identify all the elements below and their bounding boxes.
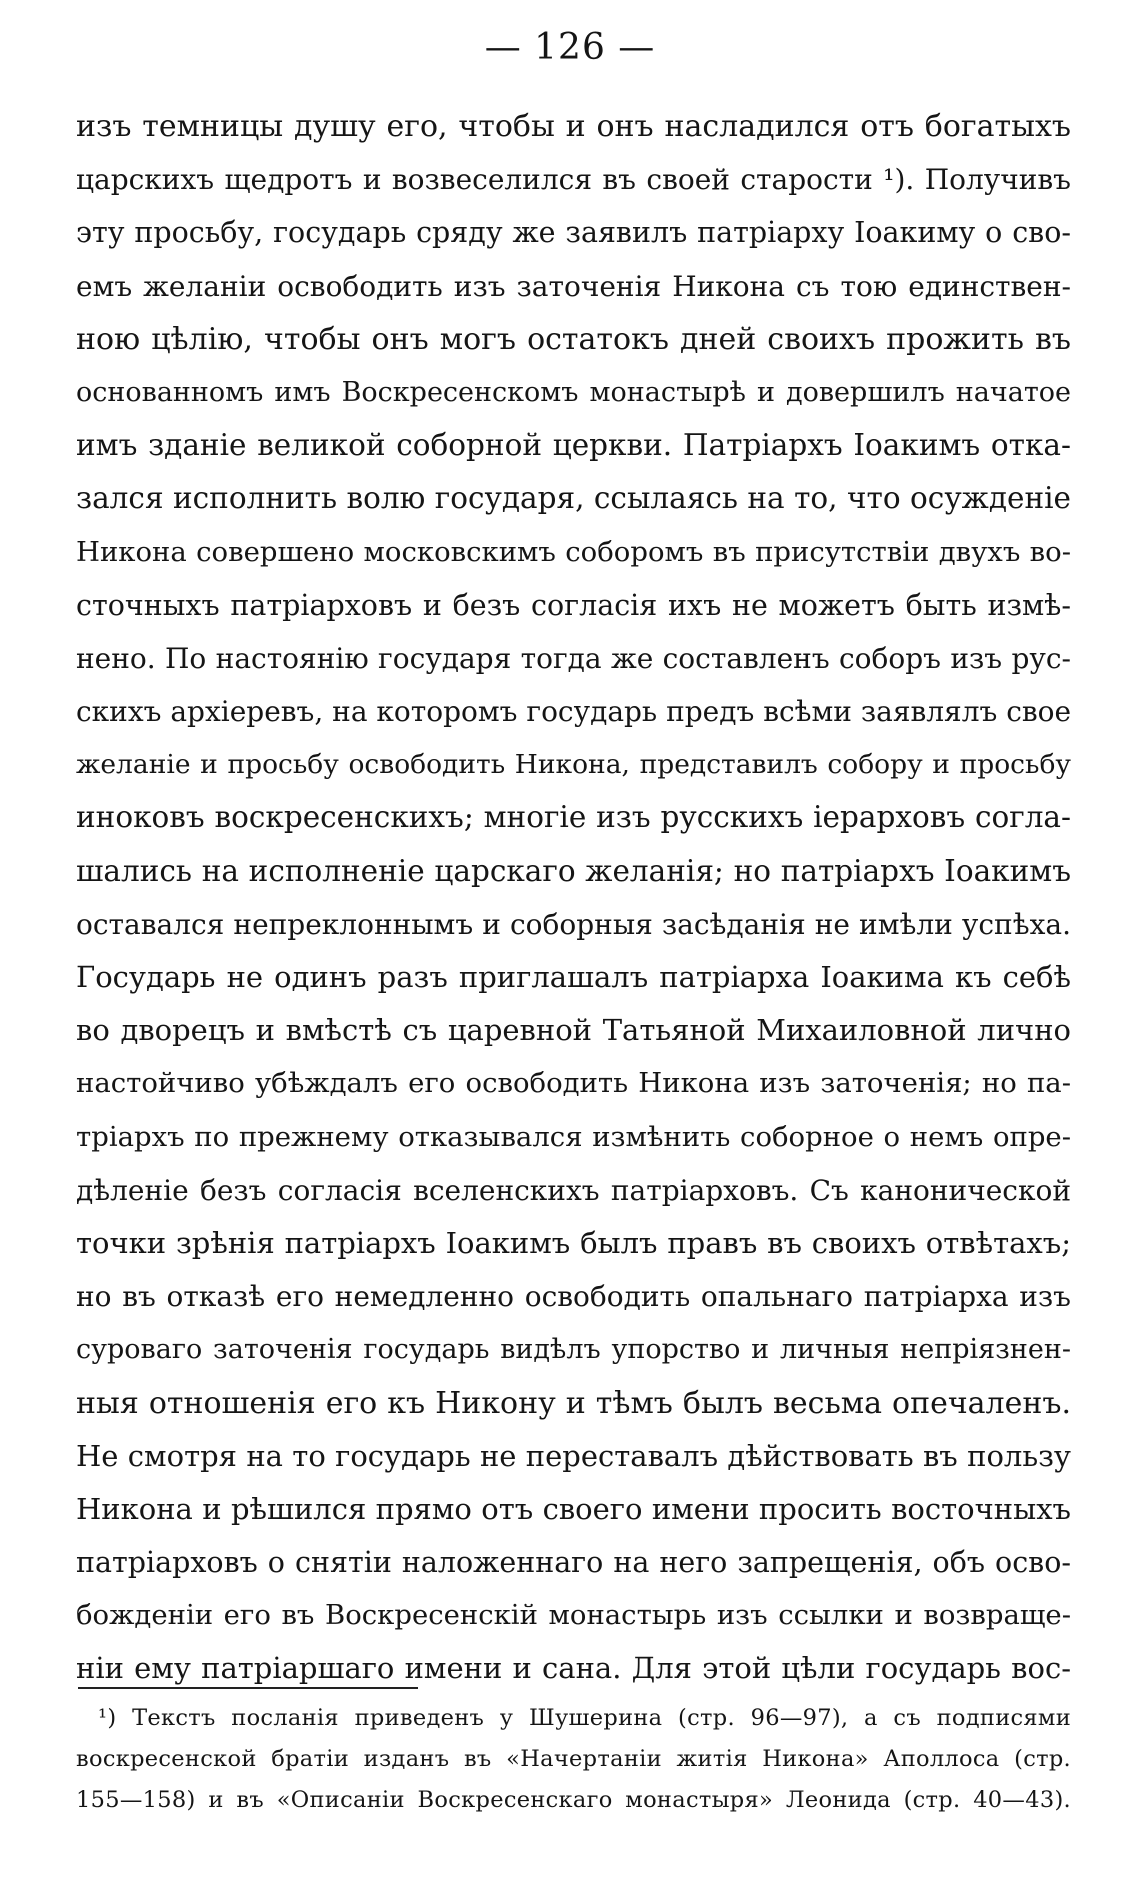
text-line: желаніе и просьбу освободить Никона, представилъ собору и просьбу xyxy=(76,749,1071,781)
text-line: ною цѣлію, чтобы онъ могъ остатокъ дней своихъ прожить въ xyxy=(76,321,1071,357)
footnote-line: 155—158) и въ «Описаніи Воскресенскаго монастыря» Леонида (стр. 40—43). xyxy=(76,1787,1071,1813)
text-line: Никона и рѣшился прямо отъ своего имени просить восточныхъ xyxy=(76,1491,1071,1526)
text-line: точки зрѣнія патріархъ Іоакимъ былъ правъ въ своихъ отвѣтахъ; xyxy=(76,1225,1071,1260)
footnote-line: воскресенской братіи изданъ въ «Начертаніи житія Никона» Аполлоса (стр. xyxy=(76,1746,1071,1772)
text-line: изъ темницы душу его, чтобы и онъ насладился отъ богатыхъ xyxy=(76,109,1071,144)
text-line: во дворецъ и вмѣстѣ съ царевной Татьяной Михаиловной лично xyxy=(76,1013,1071,1048)
text-line: тріархъ по прежнему отказывался измѣнить соборное о немъ опре- xyxy=(76,1120,1071,1153)
text-line: сточныхъ патріарховъ и безъ согласія ихъ не можетъ быть измѣ- xyxy=(76,588,1071,622)
text-line: ніи ему патріаршаго имени и сана. Для этой цѣли государь вос- xyxy=(76,1651,1071,1686)
page-number: — 126 — xyxy=(484,27,656,68)
text-line: скихъ архіеревъ, на которомъ государь предъ всѣми заявлялъ свое xyxy=(76,695,1072,729)
text-line: Государь не одинъ разъ приглашалъ патріарха Іоакима къ себѣ xyxy=(76,960,1071,994)
text-line: основанномъ имъ Воскресенскомъ монастырѣ и довершилъ начатое xyxy=(76,376,1071,408)
text-line: суроваго заточенія государь видѣлъ упорство и личныя непріязнен- xyxy=(76,1334,1071,1366)
body-text xyxy=(76,100,1071,1696)
text-line: Никона совершено московскимъ соборомъ въ присутствіи двухъ во- xyxy=(76,535,1071,568)
text-line: Не смотря на то государь не переставалъ дѣйствовать въ пользу xyxy=(76,1438,1071,1473)
text-line: патріарховъ о снятіи наложеннаго на него запрещенія, объ осво- xyxy=(76,1546,1071,1580)
text-line: дѣленіе безъ согласія вселенскихъ патріарховъ. Съ канонической xyxy=(76,1173,1071,1207)
text-line: настойчиво убѣждалъ его освободить Никона изъ заточенія; но па- xyxy=(76,1067,1071,1100)
footnote-divider xyxy=(78,1687,418,1689)
text-line: емъ желаніи освободить изъ заточенія Никона съ тою единствен- xyxy=(76,269,1071,303)
text-line: божденіи его въ Воскресенскій монастырь изъ ссылки и возвраще- xyxy=(76,1599,1071,1632)
footnote-line: ¹) Текстъ посланія приведенъ у Шушерина (стр. 96—97), а съ подписями xyxy=(98,1705,1071,1731)
text-line: шались на исполненіе царскаго желанія; но патріархъ Іоакимъ xyxy=(76,853,1071,888)
text-line: имъ зданіе великой соборной церкви. Патріархъ Іоакимъ отка- xyxy=(76,428,1071,463)
text-line: иноковъ воскресенскихъ; многіе изъ русскихъ іерарховъ согла- xyxy=(76,800,1071,835)
text-line: оставался непреклоннымъ и соборныя засѣданія не имѣли успѣха. xyxy=(76,907,1071,941)
text-line: царскихъ щедротъ и возвеселился въ своей старости ¹). Получивъ xyxy=(76,163,1071,197)
text-line: ныя отношенія его къ Никону и тѣмъ былъ весьма опечаленъ. xyxy=(76,1385,1071,1421)
text-line: но въ отказѣ его немедленно освободить опальнаго патріарха изъ xyxy=(76,1280,1071,1314)
text-line: нено. По настоянію государя тогда же составленъ соборъ изъ рус- xyxy=(76,641,1071,675)
footnotes xyxy=(76,1698,1071,1821)
text-line: зался исполнить волю государя, ссылаясь на то, что осужденіе xyxy=(76,481,1071,516)
text-line: эту просьбу, государь сряду же заявилъ патріарху Іоакиму о сво- xyxy=(76,216,1071,250)
